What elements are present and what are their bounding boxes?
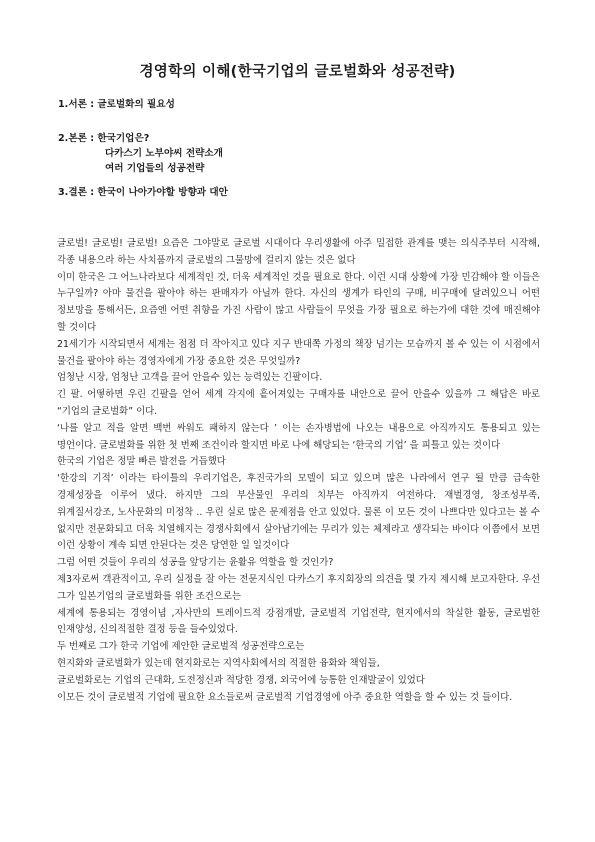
paragraph: ‘한강의 기적’ 이라는 타이틀의 우리기업은, 후진국가의 모델이 되고 있으며 많은 나라에서 연구 될 만큼 급속한 경제성장을 이루어 냈다. 하지만 그의 부산물인 우리의 치부는 아직까지 여전하다. 재벌경영, 창조성부족, 위계질서강조, 노사문화의 미정착 .. 우린 실로 많은 문제점을 안고 있었다. 물론 이 모든 것이 나쁘다만 있다고는 볼 수 없지만 전문화되고 더욱 치열해지는 경쟁사회에서 살아남기에는 무리가 있는 체제라고 생각되는 바이다 이쯤에서 보면 이런 상황이 계속 되면 안된다는 것은 당연한 일 일것이다 [57,473,540,552]
outline-conclusion: 3.결론 : 한국이 나아가야할 방향과 대안 [58,187,228,198]
paragraph: 엄청난 시장, 엄청난 고객을 끌어 안을수 있는 능력있는 긴팔이다. [57,372,323,384]
paragraph: 그럼 어떤 것들이 우리의 성공을 앞당기는 윤활유 역할을 할 것인가? [57,557,334,569]
table-of-contents [58,98,548,200]
page-title: 경영학의 이해(한국기업의 글로벌화와 성공전략) [139,64,456,80]
paragraph: 21세기가 시작되면서 세계는 점점 더 작아지고 있다 지구 반대쪽 가정의 책장 넘기는 모습까지 볼 수 있는 이 시점에서 물건을 팔아야 하는 경영자에게 가장 중요한 것은 무엇일까? [57,338,540,367]
outline-main-sub-1: 다카스기 노부야씨 전략소개 [105,148,223,159]
paragraph: ‘나를 알고 적을 알면 백번 싸워도 패하지 않는다 ’ 이는 손자병법에 나오는 내용으로 아직까지도 통용되고 있는 명언이다. 글로벌화를 위한 첫 번째 조건이라 할지면 바로 나에 해당되는 ‘한국의 기업’ 을 피틀고 있는 것이다 [57,422,540,451]
paragraph: 두 번째로 그가 한국 기업에 제안한 글로벌적 성공전략으로는 [57,641,305,653]
paragraph: 이미 한국은 그 어느나라보다 세계적인 것, 더욱 세계적인 것을 필요로 한다. 이런 시대 상황에 가장 민감해야 할 이들은 누구일까? 아마 물건을 팔아야 하는 판매자가 아닐까 한다. 자신의 생계가 타인의 구매, 비구매에 달려있으니 어떤 정보망을 통해서든, 요즘엔 어떤 취향을 가진 사람이 많고 사람들이 무엇을 가장 필요로 하는가에 대한 것에 매진해야 할 것이다 [57,271,540,333]
paragraph: 긴 팔. 어떻하면 우린 긴팔을 얻어 세계 각지에 흩어져있는 구매자를 내안으로 끌어 안을수 있을까 그 해답은 바로 “기업의 글로벌화” 이다. [57,389,540,417]
paragraph: 이모든 것이 글로벌적 기업에 필요한 요소들로써 글로벌적 기업경영에 아주 중요한 역할을 할 수 있는 것 들이다. [57,691,513,703]
paragraph: 제3자로써 객관적이고, 우리 실정을 잘 아는 전문지식인 다카스기 후지회장의 의견을 몇 가지 제시해 보고자한다. 우선 그가 일본기업의 글로벌화를 위한 조건으로는 [57,573,540,602]
body-text [57,236,540,706]
outline-intro: 1.서론 : 글로벌화의 필요성 [58,99,175,110]
paragraph: 현지화와 글로벌화가 있는데 현지화로는 지역사회에서의 적절한 융화와 책임들, [57,657,380,669]
paragraph: 세계에 통용되는 경영이념 ,자사만의 트레이드적 강점개발, 글로벌적 기업전략, 현지에서의 착실한 활동, 글로벌한 인재양성, 신의적절한 결정 등을 들수있었다. [57,607,540,636]
paragraph: 글로벌화로는 기업의 근대화, 도전정신과 적당한 경쟁, 외국어에 능통한 인재발굴이 있었다 [57,674,425,686]
paragraph: 한국의 기업은 정말 빠른 발전을 거듭했다 [57,456,226,468]
outline-main-heading: 2.본론 : 한국기업은? [58,133,150,144]
paragraph: 글로벌! 글로벌! 글로벌! 요즘은 그야말로 글로벌 시대이다 우리생활에 아주 밀접한 관계를 맺는 의식주부터 시작해, 각종 내용으라 하는 사치품까지 글로벌의 그물망에 걸리지 않는 것은 없다 [57,238,540,266]
outline-main-sub-2: 여러 기업들의 성공전략 [105,163,205,174]
